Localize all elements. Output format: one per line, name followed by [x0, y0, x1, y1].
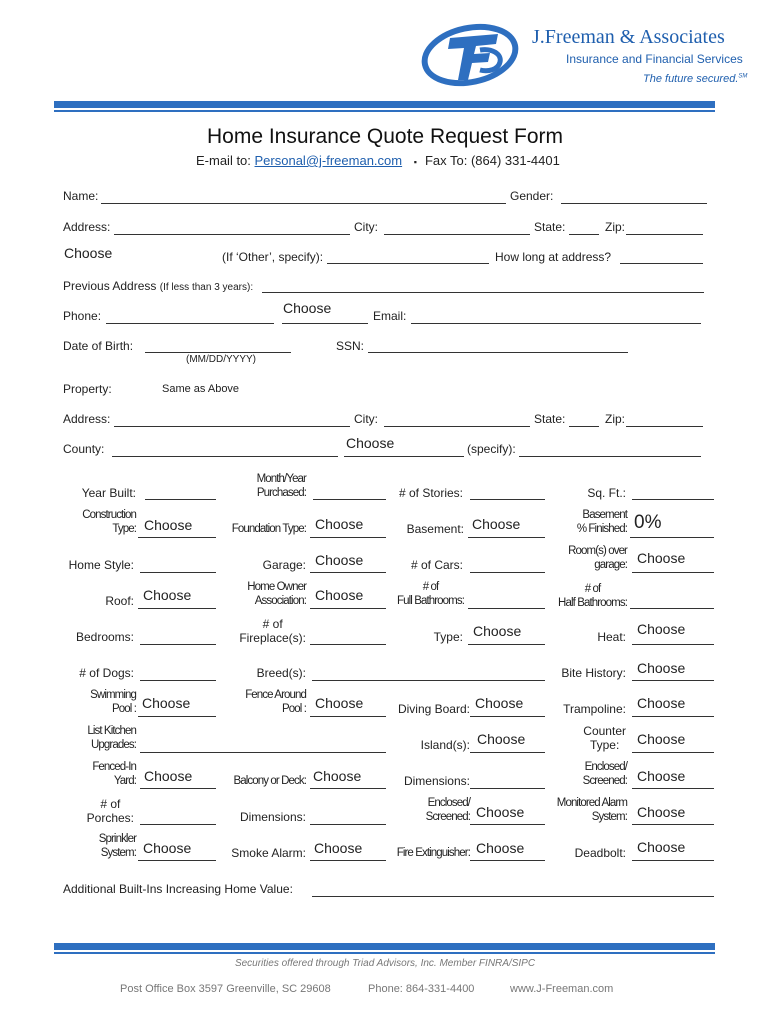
footer-rule	[54, 943, 715, 950]
cars-field[interactable]	[470, 572, 545, 573]
breeds-label: Breed(s):	[256, 666, 306, 680]
fireplace-type-dropdown[interactable]: Choose	[473, 623, 522, 639]
construction-type-dropdown[interactable]: Choose	[144, 517, 193, 533]
rooms-over-garage-field[interactable]	[632, 572, 714, 573]
dogs-label: # of Dogs:	[79, 666, 134, 680]
deck-enclosed-field[interactable]	[632, 788, 714, 789]
deck-dimensions-field[interactable]	[470, 788, 545, 789]
previous-address-field[interactable]	[262, 292, 704, 293]
half-bathrooms-field[interactable]	[630, 608, 714, 609]
specify-label: (specify):	[467, 442, 516, 456]
trampoline-dropdown[interactable]: Choose	[637, 695, 686, 711]
county-field[interactable]	[112, 456, 338, 457]
rooms-over-garage-dropdown[interactable]: Choose	[637, 550, 686, 566]
islands-field[interactable]	[470, 752, 545, 753]
full-bathrooms-label: # of Full Bathrooms:	[396, 581, 464, 607]
garage-label: Garage:	[262, 558, 306, 572]
sqft-label: Sq. Ft.:	[587, 486, 626, 500]
county-label: County:	[63, 442, 105, 456]
heat-label: Heat:	[597, 630, 626, 644]
header-rule	[54, 101, 715, 108]
porches-field[interactable]	[140, 824, 216, 825]
foundation-type-dropdown[interactable]: Choose	[315, 516, 364, 532]
stories-label: # of Stories:	[398, 486, 463, 500]
how-long-field[interactable]	[620, 263, 703, 264]
dob-field[interactable]	[145, 352, 291, 353]
fireplace-type-field[interactable]	[468, 644, 545, 645]
counter-type-field[interactable]	[632, 752, 714, 753]
fence-around-pool-label: Fence Around Pool :	[245, 689, 306, 715]
address-label: Address:	[63, 220, 111, 234]
purchased-field[interactable]	[313, 499, 386, 500]
heat-field[interactable]	[632, 644, 714, 645]
property-address-field[interactable]	[114, 426, 350, 427]
sprinkler-label: Sprinkler System:	[98, 833, 136, 859]
hoa-dropdown[interactable]: Choose	[315, 587, 364, 603]
zip-label: Zip:	[605, 220, 626, 234]
porch-dimensions-label: Dimensions:	[239, 810, 306, 824]
property-state-field[interactable]	[569, 426, 599, 427]
ssn-field[interactable]	[368, 352, 628, 353]
phone-label: Phone:	[63, 309, 102, 323]
fireplace-type-label: Type:	[433, 630, 463, 644]
deck-enclosed-dropdown[interactable]: Choose	[637, 768, 686, 784]
contact-line: E-mail to: Personal@j-freeman.com ▪ Fax To: (864) 331-4401	[196, 153, 560, 168]
garage-field[interactable]	[310, 572, 386, 573]
property-zip-field[interactable]	[626, 426, 703, 427]
roof-field[interactable]	[138, 608, 216, 609]
garage-dropdown[interactable]: Choose	[315, 552, 364, 568]
diving-board-dropdown[interactable]: Choose	[475, 695, 524, 711]
deadbolt-dropdown[interactable]: Choose	[637, 839, 686, 855]
smoke-alarm-dropdown[interactable]: Choose	[314, 840, 363, 856]
alarm-system-label: Monitored Alarm System:	[556, 797, 627, 823]
fenced-yard-dropdown[interactable]: Choose	[144, 768, 193, 784]
diving-board-label: Diving Board:	[397, 702, 470, 716]
property-zip-label: Zip:	[605, 412, 626, 426]
home-style-field[interactable]	[140, 572, 216, 573]
basement-label: Basement:	[406, 522, 464, 536]
heat-dropdown[interactable]: Choose	[637, 621, 686, 637]
year-built-field[interactable]	[145, 499, 216, 500]
counter-type-dropdown[interactable]: Choose	[637, 731, 686, 747]
rooms-over-garage-label: Room(s) over garage:	[568, 545, 627, 571]
phone-type-dropdown[interactable]: Choose	[283, 300, 332, 316]
basement-finished-label: Basement % Finished:	[576, 509, 627, 535]
diving-board-field[interactable]	[470, 716, 545, 717]
porch-dimensions-field[interactable]	[310, 824, 386, 825]
phone-field[interactable]	[106, 323, 274, 324]
footer-website[interactable]: www.J-Freeman.com	[510, 983, 614, 995]
fence-around-pool-dropdown[interactable]: Choose	[315, 695, 364, 711]
basement-finished-percent-dropdown[interactable]: 0%	[634, 512, 662, 533]
name-label: Name:	[63, 189, 99, 203]
fireplaces-label: # of Fireplace(s):	[239, 617, 306, 645]
fence-around-pool-field[interactable]	[310, 716, 386, 717]
hoa-field[interactable]	[310, 608, 386, 609]
deck-dimensions-label: Dimensions:	[403, 774, 470, 788]
sprinkler-dropdown[interactable]: Choose	[143, 840, 192, 856]
stories-field[interactable]	[470, 499, 545, 500]
porch-enclosed-field[interactable]	[470, 824, 545, 825]
smoke-alarm-field[interactable]	[310, 860, 386, 861]
deadbolt-label: Deadbolt:	[574, 846, 626, 860]
counter-type-label: Counter Type:	[583, 724, 626, 752]
fenced-yard-field[interactable]	[140, 788, 216, 789]
company-tagline: The future secured.℠	[643, 73, 748, 85]
form-title: Home Insurance Quote Request Form	[207, 125, 563, 148]
name-field[interactable]	[101, 203, 506, 204]
sprinkler-field[interactable]	[138, 860, 216, 861]
fire-extinguisher-dropdown[interactable]: Choose	[476, 840, 525, 856]
county-type-dropdown[interactable]: Choose	[346, 435, 395, 451]
ssn-label: SSN:	[336, 339, 365, 353]
alarm-system-field[interactable]	[632, 824, 714, 825]
sqft-field[interactable]	[632, 499, 714, 500]
zip-field[interactable]	[626, 234, 703, 235]
company-logo-icon	[420, 20, 530, 90]
porch-enclosed-label: Enclosed/ Screened:	[425, 797, 470, 823]
other-specify-label: (If ‘Other’, specify):	[222, 250, 324, 264]
email-label: Email:	[373, 309, 407, 323]
footer-address: Post Office Box 3597 Greenville, SC 29608	[120, 983, 331, 995]
bite-history-label: Bite History:	[561, 666, 626, 680]
phone-type-field[interactable]	[282, 323, 368, 324]
builtins-field[interactable]	[312, 896, 714, 897]
county-specify-field[interactable]	[519, 456, 701, 457]
balcony-deck-field[interactable]	[310, 788, 386, 789]
trampoline-field[interactable]	[632, 716, 714, 717]
residence-type-dropdown[interactable]: Choose	[64, 245, 113, 261]
year-built-label: Year Built:	[81, 486, 136, 500]
breeds-field[interactable]	[312, 680, 545, 681]
islands-label: Island(s):	[420, 738, 470, 752]
builtins-label: Additional Built-Ins Increasing Home Value:	[63, 882, 293, 896]
deck-enclosed-label: Enclosed/ Screened:	[582, 761, 627, 787]
fenced-yard-label: Fenced-In Yard:	[92, 761, 136, 787]
bite-history-field[interactable]	[632, 680, 714, 681]
securities-disclaimer: Securities offered through Triad Advisors, Inc. Member FINRA/SIPC	[234, 958, 536, 969]
kitchen-upgrades-field[interactable]	[140, 752, 386, 753]
bedrooms-label: Bedrooms:	[75, 630, 134, 644]
islands-dropdown[interactable]: Choose	[477, 731, 526, 747]
smoke-alarm-label: Smoke Alarm:	[231, 846, 306, 860]
fireplaces-field[interactable]	[310, 644, 386, 645]
dogs-field[interactable]	[140, 680, 216, 681]
previous-address-label: Previous Address (If less than 3 years):	[63, 279, 254, 293]
kitchen-upgrades-label: List Kitchen Upgrades:	[87, 725, 136, 751]
full-bathrooms-field[interactable]	[468, 608, 545, 609]
balcony-deck-label: Balcony or Deck:	[233, 775, 306, 787]
half-bathrooms-label: # of Half Bathrooms:	[558, 583, 627, 609]
basement-field[interactable]	[468, 537, 545, 538]
property-city-field[interactable]	[384, 426, 530, 427]
county-type-field[interactable]	[344, 456, 464, 457]
how-long-label: How long at address?	[495, 250, 612, 264]
company-name: J.Freeman & Associates	[532, 26, 725, 48]
city-label: City:	[354, 220, 378, 234]
fire-extinguisher-label: Fire Extinguisher:	[396, 847, 470, 859]
email-field[interactable]	[411, 323, 701, 324]
swimming-pool-label: Swimming Pool :	[90, 689, 136, 715]
email-link[interactable]: Personal@j-freeman.com	[254, 153, 403, 168]
state-label: State:	[534, 220, 566, 234]
swimming-pool-field[interactable]	[138, 716, 216, 717]
balcony-deck-dropdown[interactable]: Choose	[313, 768, 362, 784]
basement-finished-field[interactable]	[630, 537, 714, 538]
swimming-pool-dropdown[interactable]: Choose	[142, 695, 191, 711]
gender-label: Gender:	[510, 189, 554, 203]
same-as-above-option[interactable]: Same as Above	[162, 383, 240, 395]
city-field[interactable]	[384, 234, 530, 235]
porch-enclosed-dropdown[interactable]: Choose	[476, 804, 525, 820]
property-label: Property:	[63, 382, 112, 396]
roof-dropdown[interactable]: Choose	[143, 587, 192, 603]
dob-format-hint: (MM/DD/YYYY)	[186, 354, 256, 365]
construction-type-label: Construction Type:	[82, 509, 136, 535]
trampoline-label: Trampoline:	[563, 702, 626, 716]
cars-label: # of Cars:	[410, 558, 463, 572]
fax-number: Fax To: (864) 331-4401	[424, 153, 560, 168]
property-state-label: State:	[534, 412, 566, 426]
footer-phone: Phone: 864-331-4400	[368, 983, 475, 995]
roof-label: Roof:	[105, 594, 134, 608]
construction-type-field[interactable]	[138, 537, 216, 538]
basement-dropdown[interactable]: Choose	[472, 516, 521, 532]
home-style-label: Home Style:	[68, 558, 134, 572]
header-rule-thin	[54, 110, 715, 112]
state-field[interactable]	[569, 234, 599, 235]
foundation-type-field[interactable]	[310, 537, 386, 538]
purchased-label: Month/Year Purchased:	[256, 473, 306, 499]
dob-label: Date of Birth:	[63, 339, 134, 353]
footer-rule-thin	[54, 952, 715, 954]
bite-history-dropdown[interactable]: Choose	[637, 660, 686, 676]
foundation-type-label: Foundation Type:	[231, 523, 306, 535]
hoa-label: Home Owner Association:	[247, 581, 306, 607]
gender-field[interactable]	[561, 203, 707, 204]
deadbolt-field[interactable]	[632, 860, 714, 861]
company-subtitle: Insurance and Financial Services	[566, 52, 743, 66]
bedrooms-field[interactable]	[140, 644, 216, 645]
address-field[interactable]	[114, 234, 350, 235]
fire-extinguisher-field[interactable]	[470, 860, 545, 861]
property-city-label: City:	[354, 412, 378, 426]
porches-label: # of Porches:	[86, 797, 134, 825]
property-address-label: Address:	[63, 412, 111, 426]
alarm-system-dropdown[interactable]: Choose	[637, 804, 686, 820]
other-specify-field[interactable]	[327, 263, 489, 264]
